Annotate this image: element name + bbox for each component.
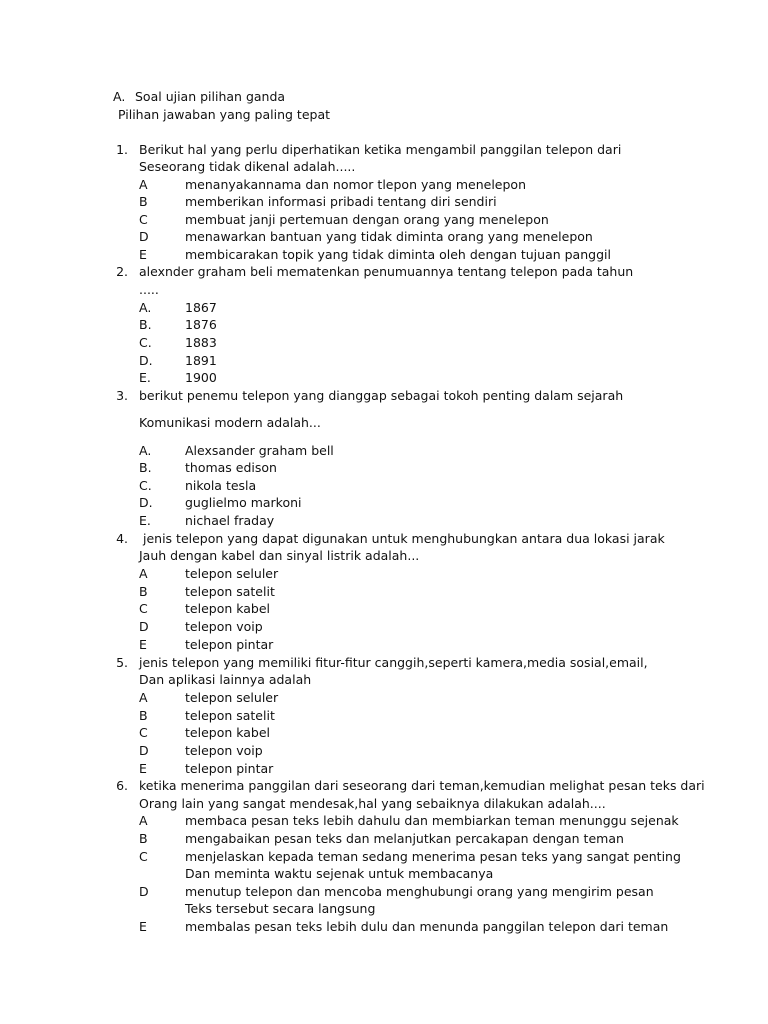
option-label: B <box>139 831 148 846</box>
option-text: menawarkan bantuan yang tidak diminta orang yang menelepon <box>185 229 593 244</box>
option-text: telepon seluler <box>185 690 279 705</box>
option-label: D <box>139 743 149 758</box>
option-text: nichael fraday <box>185 513 275 528</box>
option-label: D. <box>139 495 153 510</box>
option-text: telepon seluler <box>185 566 279 581</box>
option-label: B. <box>139 317 152 332</box>
option-label: A <box>139 813 148 828</box>
option-label: C. <box>139 335 152 350</box>
question-text: jenis telepon yang memiliki fitur-fitur canggih,seperti kamera,media sosial,email, <box>139 655 648 670</box>
question-text: berikut penemu telepon yang dianggap sebagai tokoh penting dalam sejarah <box>139 388 624 403</box>
question-text: alexnder graham beli mematenkan penumuannya tentang telepon pada tahun <box>139 264 634 279</box>
option-text: Alexsander graham bell <box>185 443 334 458</box>
option-label: D. <box>139 353 153 368</box>
question-text: ..... <box>139 282 159 297</box>
option-label: E <box>139 919 147 934</box>
section-title: Soal ujian pilihan ganda <box>135 89 286 104</box>
option-text: thomas edison <box>185 460 277 475</box>
option-label: C. <box>139 478 152 493</box>
question-number: 3. <box>116 388 128 403</box>
option-text: membalas pesan teks lebih dulu dan menunda panggilan telepon dari teman <box>185 919 669 934</box>
option-text: telepon satelit <box>185 584 275 599</box>
option-label: A. <box>139 443 152 458</box>
option-text: 1883 <box>185 335 217 350</box>
question-number: 1. <box>116 142 128 157</box>
option-label: D <box>139 229 149 244</box>
question-text: Orang lain yang sangat mendesak,hal yang sebaiknya dilakukan adalah.... <box>139 796 606 811</box>
option-label: A <box>139 690 148 705</box>
option-label: E. <box>139 513 151 528</box>
option-label: B <box>139 708 148 723</box>
option-label: C <box>139 725 148 740</box>
option-text: Teks tersebut secara langsung <box>185 901 376 916</box>
option-text: telepon voip <box>185 619 263 634</box>
option-label: B <box>139 584 148 599</box>
option-text: mengabaikan pesan teks dan melanjutkan percakapan dengan teman <box>185 831 624 846</box>
option-label: A <box>139 177 148 192</box>
option-text: membuat janji pertemuan dengan orang yang menelepon <box>185 212 549 227</box>
option-label: B <box>139 194 148 209</box>
option-label: C <box>139 212 148 227</box>
section-instruction: Pilihan jawaban yang paling tepat <box>118 107 331 122</box>
section-heading <box>113 88 285 105</box>
option-label: B. <box>139 460 152 475</box>
question-number: 5. <box>116 655 128 670</box>
option-text: membaca pesan teks lebih dahulu dan membiarkan teman menunggu sejenak <box>185 813 679 828</box>
option-text: guglielmo markoni <box>185 495 302 510</box>
option-text: membicarakan topik yang tidak diminta oleh dengan tujuan panggil <box>185 247 611 262</box>
option-text: telepon pintar <box>185 637 274 652</box>
question-text: Seseorang tidak dikenal adalah..... <box>139 159 356 174</box>
option-label: E <box>139 637 147 652</box>
option-label: D <box>139 884 149 899</box>
question-text: ketika menerima panggilan dari seseorang dari teman,kemudian melighat pesan teks dari <box>139 778 705 793</box>
option-label: A. <box>139 300 152 315</box>
option-text: 1876 <box>185 317 217 332</box>
option-text: Dan meminta waktu sejenak untuk membacanya <box>185 866 494 881</box>
option-text: telepon satelit <box>185 708 275 723</box>
option-label: E <box>139 247 147 262</box>
question-text: Berikut hal yang perlu diperhatikan ketika mengambil panggilan telepon dari <box>139 142 622 157</box>
question-number: 4. <box>116 531 128 546</box>
option-label: E. <box>139 370 151 385</box>
option-text: telepon kabel <box>185 601 271 616</box>
option-text: telepon voip <box>185 743 263 758</box>
question-number: 6. <box>116 778 128 793</box>
option-label: C <box>139 849 148 864</box>
question-text: Dan aplikasi lainnya adalah <box>139 672 312 687</box>
option-label: D <box>139 619 149 634</box>
question-text: Komunikasi modern adalah... <box>139 415 321 430</box>
question-text: jenis telepon yang dapat digunakan untuk menghubungkan antara dua lokasi jarak <box>143 531 665 546</box>
option-label: C <box>139 601 148 616</box>
option-text: 1900 <box>185 370 217 385</box>
question-text: Jauh dengan kabel dan sinyal listrik adalah... <box>139 548 420 563</box>
option-text: telepon pintar <box>185 761 274 776</box>
question-number: 2. <box>116 264 128 279</box>
option-text: 1867 <box>185 300 217 315</box>
option-text: 1891 <box>185 353 217 368</box>
option-text: menjelaskan kepada teman sedang menerima pesan teks yang sangat penting <box>185 849 681 864</box>
option-text: menutup telepon dan mencoba menghubungi orang yang mengirim pesan <box>185 884 654 899</box>
option-text: nikola tesla <box>185 478 257 493</box>
option-text: menanyakannama dan nomor tlepon yang menelepon <box>185 177 526 192</box>
option-text: telepon kabel <box>185 725 271 740</box>
option-label: A <box>139 566 148 581</box>
option-label: E <box>139 761 147 776</box>
option-text: memberikan informasi pribadi tentang diri sendiri <box>185 194 497 209</box>
section-marker: A. <box>113 89 126 104</box>
